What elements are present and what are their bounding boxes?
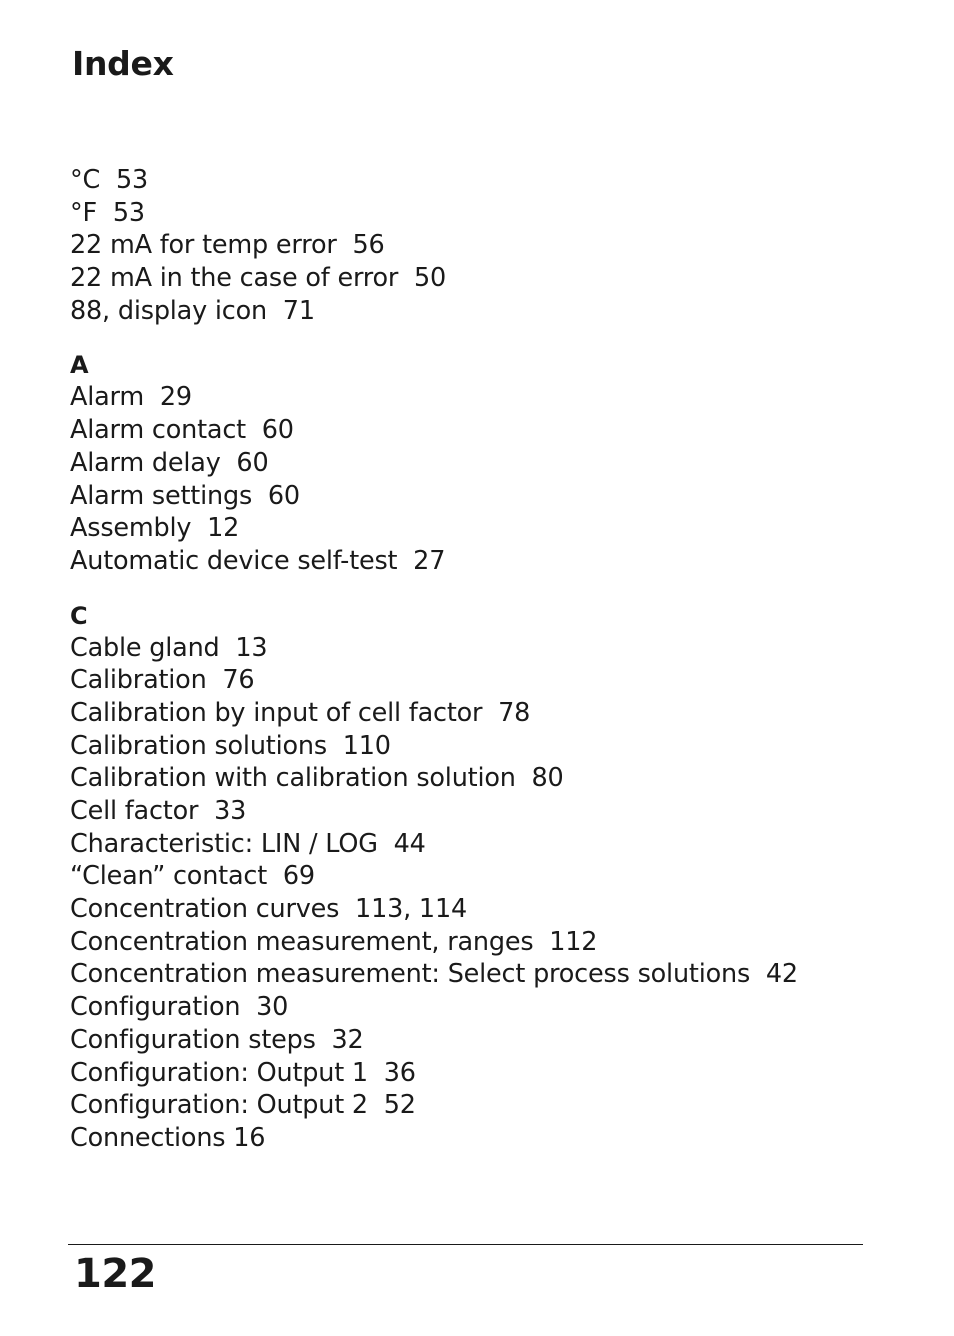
- index-entry: Automatic device self-test 27: [70, 545, 446, 576]
- index-entry: 88, display icon 71: [70, 295, 315, 326]
- index-entry: 22 mA for temp error 56: [70, 230, 385, 261]
- index-entry: Concentration measurement: Select process solutions 42: [70, 959, 798, 990]
- index-entry: Alarm 29: [70, 382, 192, 413]
- index-entry: Connections 16: [70, 1122, 266, 1153]
- index-section-symbols: [70, 164, 890, 327]
- index-entry: “Clean” contact 69: [70, 861, 315, 892]
- page-number: 122: [74, 1251, 156, 1297]
- section-letter: C: [70, 601, 88, 630]
- index-list: [70, 164, 890, 1177]
- section-letter: A: [70, 351, 89, 380]
- index-entry: Concentration measurement, ranges 112: [70, 926, 598, 957]
- index-entry: Configuration: Output 2 52: [70, 1090, 416, 1121]
- page-title: Index: [72, 44, 174, 83]
- index-section-a: [70, 349, 890, 577]
- index-entry: Assembly 12: [70, 513, 240, 544]
- index-entry: Cable gland 13: [70, 632, 268, 663]
- index-entry: Calibration by input of cell factor 78: [70, 697, 531, 728]
- index-entry: Cell factor 33: [70, 796, 247, 826]
- index-entry: °F 53: [70, 197, 145, 228]
- index-entry: Characteristic: LIN / LOG 44: [70, 828, 426, 859]
- index-entry: Configuration 30: [70, 992, 289, 1023]
- index-entry: Alarm settings 60: [70, 480, 300, 511]
- index-entry: Calibration 76: [70, 665, 255, 696]
- footer-divider: [68, 1244, 863, 1245]
- index-entry: °C 53: [70, 165, 149, 195]
- index-entry: Concentration curves 113, 114: [70, 894, 467, 925]
- index-entry: Calibration with calibration solution 80: [70, 763, 564, 794]
- index-entry: Alarm contact 60: [70, 415, 294, 446]
- index-entry: Configuration steps 32: [70, 1024, 364, 1055]
- index-entry: Calibration solutions 110: [70, 730, 391, 761]
- index-entry: Configuration: Output 1 36: [70, 1057, 416, 1088]
- index-entry: 22 mA in the case of error 50: [70, 263, 447, 294]
- index-section-c: [70, 600, 890, 1155]
- index-entry: Alarm delay 60: [70, 447, 269, 478]
